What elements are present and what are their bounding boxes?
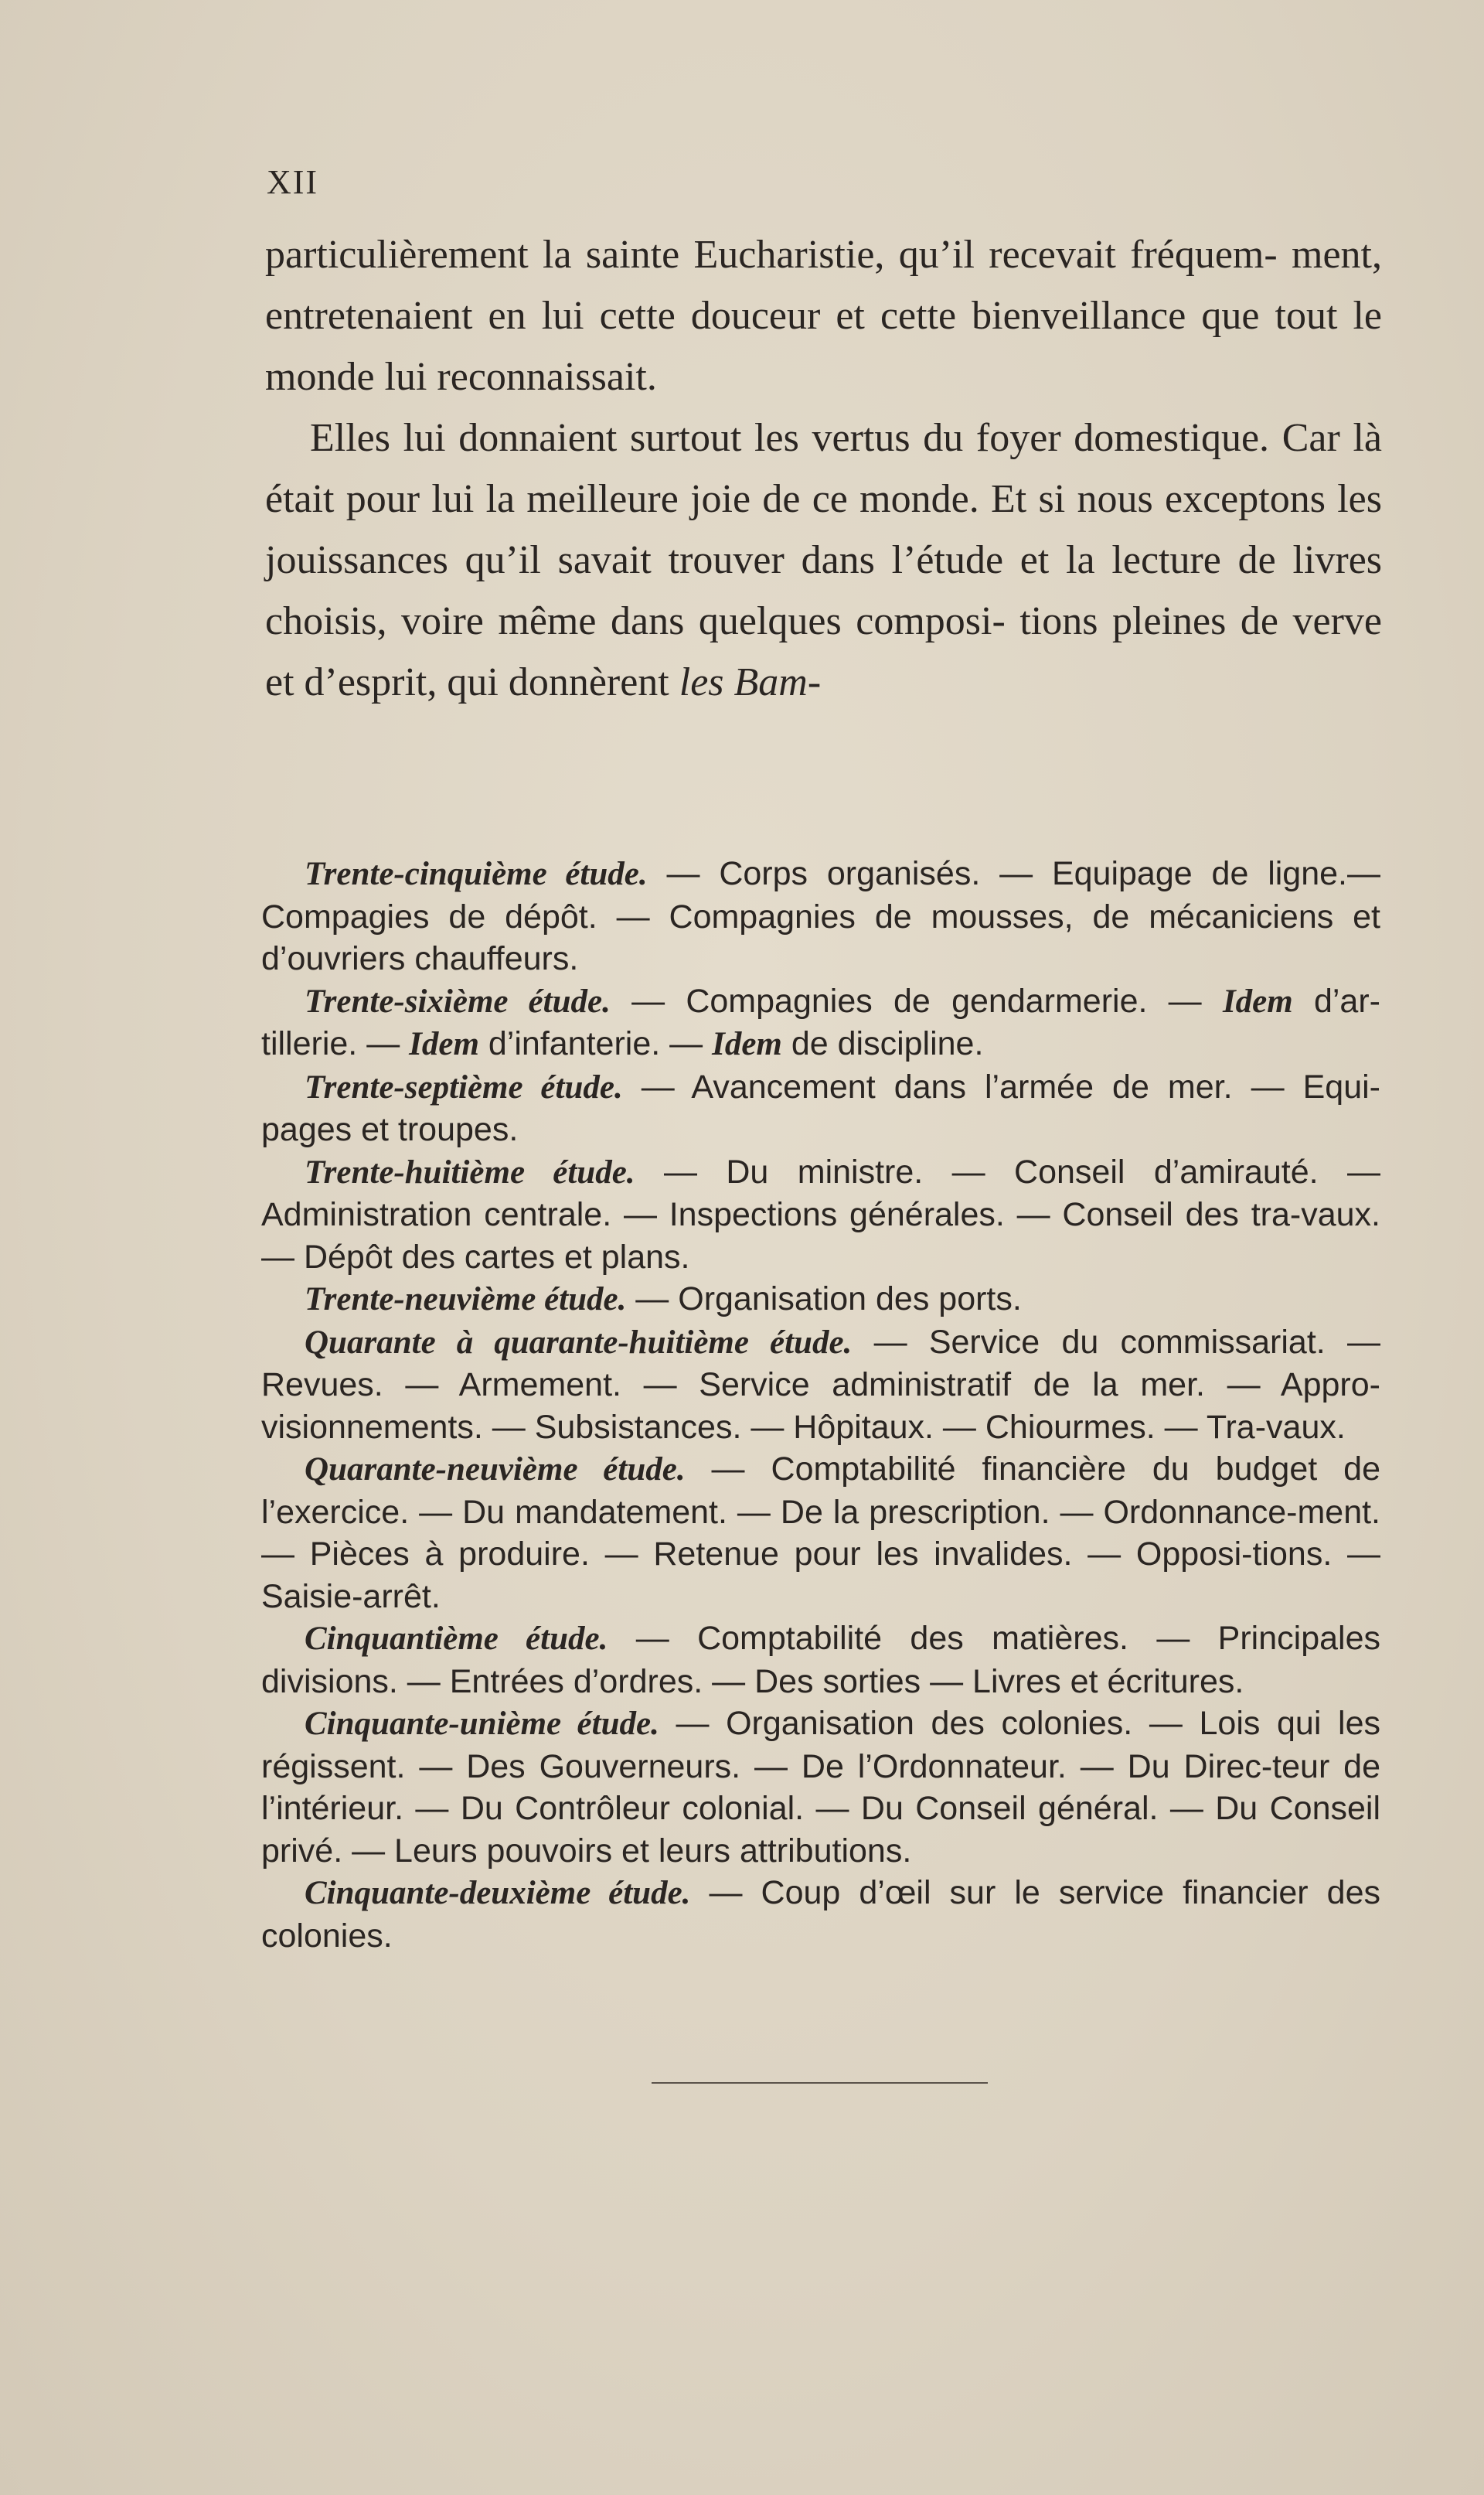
idem-word: Idem [712, 1026, 782, 1062]
entry-label: Trente-sixième étude. [305, 983, 611, 1020]
toc-entry [261, 853, 1380, 980]
entry-label: Cinquantième étude. [305, 1621, 608, 1657]
toc-entry [261, 1278, 1380, 1321]
body-text [265, 224, 1382, 713]
entry-label: Trente-septième étude. [305, 1069, 623, 1106]
entry-text: d’ar-tillerie. — [261, 982, 1380, 1062]
toc-entry [261, 1321, 1380, 1449]
idem-word: Idem [1222, 983, 1293, 1020]
line: ment, entretenaient en lui cette douceur et cette bienveillance [265, 233, 1383, 338]
end-rule [652, 2082, 988, 2084]
line: que tout le monde lui reconnaissait. [265, 294, 1382, 399]
line: Elles lui donnaient surtout les vertus du foyer domestique. [310, 416, 1270, 460]
entry-label: Trente-cinquième étude. [305, 856, 648, 892]
idem-word: Idem [409, 1026, 479, 1062]
entry-text: — Corps organisés. — Equipage de ligne.— Compagies de dépôt. — Compagnies de mousses, de mécaniciens et d’ouvriers chauffeurs. [261, 855, 1380, 977]
entry-label: Cinquante-unième étude. [305, 1706, 659, 1742]
line: lecture de livres choisis, voire même dans quelques composi- [265, 538, 1383, 643]
paragraph-2 [265, 407, 1382, 713]
page-number: XII [267, 163, 319, 201]
entry-label: Trente-huitième étude. [305, 1154, 635, 1191]
entry-text: de discipline. [781, 1025, 984, 1062]
toc-entry [261, 1872, 1380, 1957]
line: tions pleines de verve et d’esprit, qui donnèrent [265, 599, 1382, 704]
entry-text: — Comptabilité des matières. — Principales divisions. — Entrées d’ordres. — Des sorties — Livres et écritures. [261, 1620, 1381, 1700]
italic-title: les Bam- [679, 660, 822, 704]
entry-label: Cinquante-deuxième étude. [305, 1875, 691, 1911]
toc-entry [261, 1617, 1380, 1703]
table-of-contents [261, 853, 1380, 1957]
line: particulièrement la sainte Eucharistie, qu’il recevait fréquem- [265, 233, 1278, 277]
entry-text: — Comptabilité financière du budget de l’exercice. — Du mandatement. — De la prescription. — Ordonnance-ment. — Pièces à produire. — Retenue pour les invalides. — Opposi-tions. — Saisie-arrêt. [261, 1450, 1380, 1615]
toc-entry [261, 1066, 1380, 1151]
toc-entry [261, 1151, 1380, 1279]
entry-text: — Service du commissariat. — Revues. — Armement. — Service administratif de la mer. — Appro-visionnements. — Subsistances. — Hôpitaux. — Chiourmes. — Tra-vaux. [261, 1323, 1380, 1446]
toc-entry [261, 1703, 1380, 1872]
entry-label: Trente-neuvième étude. [305, 1281, 627, 1317]
entry-text: — Avancement dans l’armée de mer. — Equi-pages et troupes. [261, 1068, 1380, 1148]
entry-text: — Compagnies de gendarmerie. — [610, 982, 1223, 1020]
toc-entry [261, 980, 1380, 1066]
entry-text: — Organisation des ports. [626, 1280, 1022, 1317]
toc-entry [261, 1448, 1380, 1617]
entry-text: — Coup d’œil sur le service financier des colonies. [261, 1874, 1380, 1955]
entry-label: Quarante à quarante-huitième étude. [305, 1324, 853, 1361]
entry-text: — Organisation des colonies. — Lois qui les régissent. — Des Gouverneurs. — De l’Ordonnateur. — Du Direc-teur de l’intérieur. — Du Contrôleur colonial. — Du Conseil général. — Du Conseil privé. — Leurs pouvoirs et leurs attributions. [261, 1705, 1380, 1870]
line: Car là était pour lui la meilleure joie de ce monde. Et si nous [265, 416, 1382, 521]
entry-text: d’infanterie. — [478, 1025, 713, 1062]
paragraph-1 [265, 224, 1382, 407]
entry-text: — Du ministre. — Conseil d’amirauté. — Administration centrale. — Inspections générales. — Conseil des tra-vaux. — Dépôt des cartes et plans. [261, 1153, 1380, 1276]
line: exceptons les jouissances qu’il savait trouver dans l’étude et la [265, 477, 1382, 582]
entry-label: Quarante-neuvième étude. [305, 1451, 686, 1488]
